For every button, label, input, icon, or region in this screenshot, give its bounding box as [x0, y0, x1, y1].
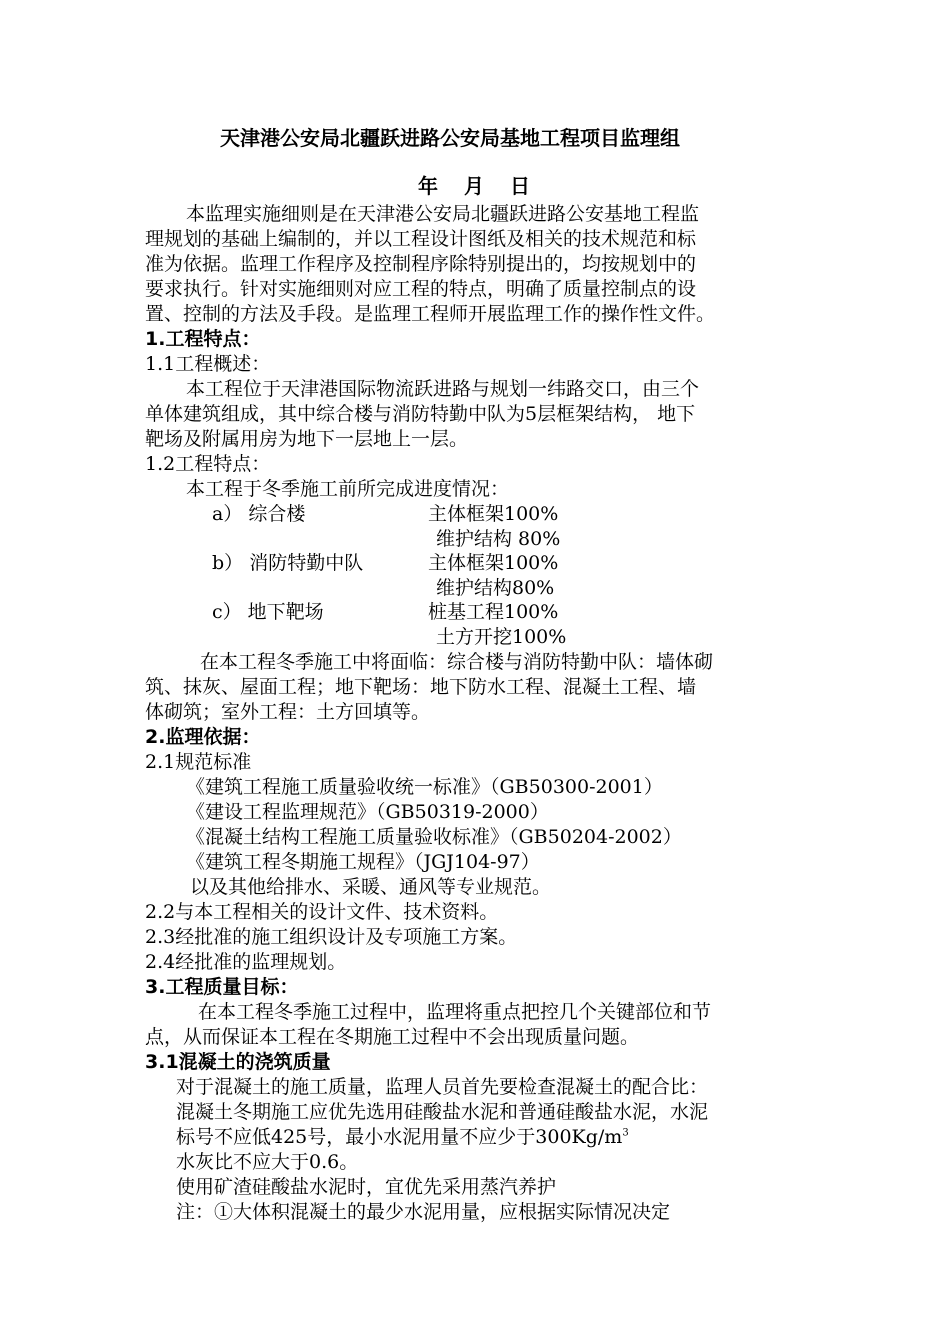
- concrete-line-text: 标号不应低425号，最小水泥用量不应少于300Kg/m: [176, 1126, 623, 1148]
- date-year: 年: [418, 174, 438, 198]
- progress-item: 主体框架100%: [428, 503, 559, 525]
- concrete-line: 混凝土冬期施工应优先选用硅酸盐水泥和普通硅酸盐水泥，水泥: [176, 1101, 709, 1123]
- face-line: 在本工程冬季施工中将面临：综合楼与消防特勤中队：墙体砌: [200, 651, 714, 673]
- progress-item: 维护结构 80%: [436, 528, 561, 550]
- date-day: 日: [510, 174, 530, 198]
- progress-item: 桩基工程100%: [428, 601, 559, 623]
- section-2-1-heading: 2.1规范标准: [145, 751, 252, 773]
- quality-line: 点，从而保证本工程在冬期施工过程中不会出现质量问题。: [145, 1026, 640, 1048]
- section-2-2: 2.2与本工程相关的设计文件、技术资料。: [145, 901, 499, 923]
- concrete-line: 注：①大体积混凝土的最少水泥用量，应根据实际情况决定: [176, 1201, 671, 1223]
- section-3-1-heading: 3.1混凝土的浇筑质量: [145, 1051, 331, 1073]
- section-2-4: 2.4经批准的监理规划。: [145, 951, 347, 973]
- standard-item: 《建设工程监理规范》（GB50319-2000）: [186, 801, 549, 823]
- face-line: 筑、抹灰、屋面工程；地下靶场：地下防水工程、混凝土工程、墙: [145, 676, 697, 698]
- intro-line: 置、控制的方法及手段。是监理工程师开展监理工作的操作性文件。: [145, 303, 716, 325]
- overview-line: 本工程位于天津港国际物流跃进路与规划一纬路交口，由三个: [186, 378, 700, 400]
- standard-item: 《建筑工程冬期施工规程》（JGJ104-97）: [186, 851, 540, 873]
- intro-line: 理规划的基础上编制的，并以工程设计图纸及相关的技术规范和标: [145, 228, 697, 250]
- standard-item: 《建筑工程施工质量验收统一标准》（GB50300-2001）: [186, 776, 663, 798]
- standard-item: 《混凝土结构工程施工质量验收标准》（GB50204-2002）: [186, 826, 682, 848]
- superscript-3: 3: [622, 1127, 629, 1139]
- progress-item: 维护结构80%: [436, 577, 555, 599]
- progress-label: a） 综合楼: [212, 503, 306, 525]
- progress-label: c） 地下靶场: [212, 601, 324, 623]
- overview-line: 单体建筑组成，其中综合楼与消防特勤中队为5层框架结构， 地下: [145, 403, 696, 425]
- date-month: 月: [464, 174, 484, 198]
- progress-label: b） 消防特勤中队: [212, 552, 364, 574]
- section-3-heading: 3.工程质量目标：: [145, 976, 299, 998]
- section-1-1-heading: 1.1工程概述：: [145, 353, 271, 375]
- quality-line: 在本工程冬季施工过程中，监理将重点把控几个关键部位和节: [198, 1001, 712, 1023]
- document-title: 天津港公安局北疆跃进路公安局基地工程项目监理组: [220, 126, 680, 150]
- concrete-line: [176, 1125, 629, 1150]
- progress-item: 主体框架100%: [428, 552, 559, 574]
- concrete-line: 水灰比不应大于0.6。: [176, 1151, 359, 1173]
- section-1-heading: 1.工程特点：: [145, 328, 261, 350]
- date-line: [418, 174, 530, 199]
- intro-line: 本监理实施细则是在天津港公安局北疆跃进路公安基地工程监: [186, 203, 700, 225]
- concrete-line: 对于混凝土的施工质量，监理人员首先要检查混凝土的配合比：: [176, 1076, 709, 1098]
- progress-intro: 本工程于冬季施工前所完成进度情况：: [186, 478, 510, 500]
- section-2-3: 2.3经批准的施工组织设计及专项施工方案。: [145, 926, 518, 948]
- concrete-line: 使用矿渣硅酸盐水泥时，宜优先采用蒸汽养护: [176, 1176, 557, 1198]
- overview-line: 靶场及附属用房为地下一层地上一层。: [145, 428, 469, 450]
- progress-item: 土方开挖100%: [436, 626, 567, 648]
- intro-line: 要求执行。针对实施细则对应工程的特点，明确了质量控制点的设: [145, 278, 697, 300]
- face-line: 体砌筑；室外工程：土方回填等。: [145, 701, 431, 723]
- section-2-heading: 2.监理依据：: [145, 726, 261, 748]
- other-standards: 以及其他给排水、采暖、通风等专业规范。: [190, 876, 552, 898]
- intro-line: 准为依据。监理工作程序及控制程序除特别提出的，均按规划中的: [145, 253, 697, 275]
- section-1-2-heading: 1.2工程特点：: [145, 453, 271, 475]
